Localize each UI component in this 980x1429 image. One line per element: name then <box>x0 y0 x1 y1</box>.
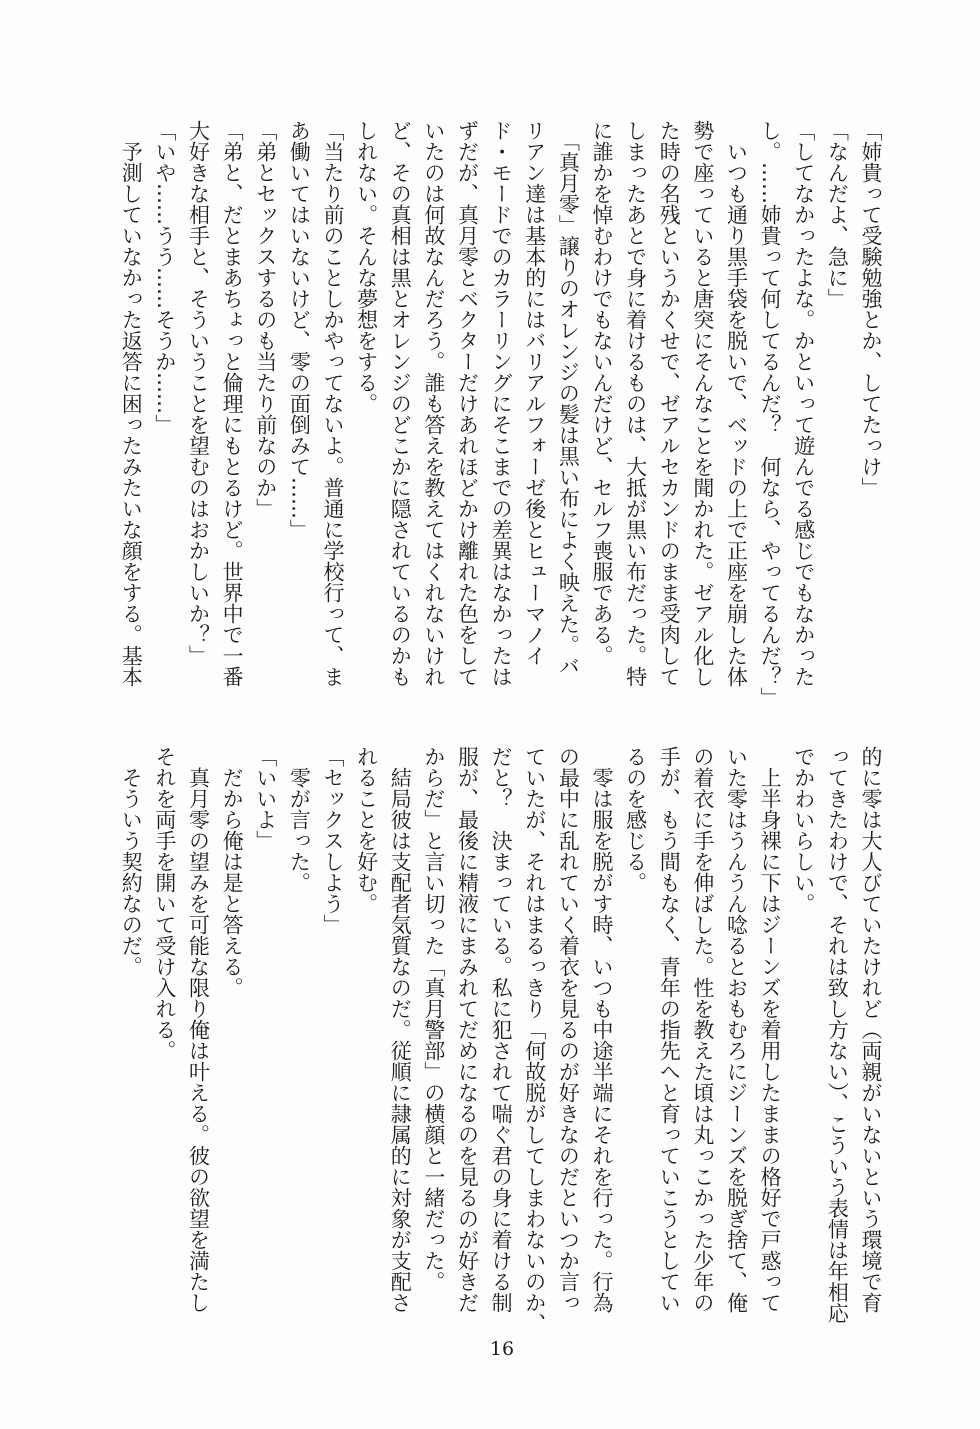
text-line: 零が言った。 <box>287 746 312 893</box>
text-line: いつも通り黒手袋を脱いで、ベッドの上で正座を崩した体 <box>724 120 749 687</box>
text-line: の最中に乱れていく着衣を見るのが好きなのだといつか言っ <box>556 746 581 1313</box>
text-line: れることを好む。 <box>354 746 379 914</box>
text-line: ど、その真相は黒とオレンジのどこかに隠されているのかも <box>388 120 413 687</box>
text-line: ってきたわけで、それは致し方ない）、こういう表情は年相応 <box>825 746 850 1324</box>
text-line: いた零はうんうん唸るとおもむろにジーンズを脱ぎ捨て、俺 <box>724 746 749 1313</box>
text-line: 手が、もう間もなく、青年の指先へと育っていこうとしてい <box>657 746 682 1313</box>
text-line: 的に零は大人びていたけれど（両親がいないという環境で育 <box>859 746 883 1313</box>
text-line: それを両手を開いて受け入れる。 <box>152 746 177 1061</box>
text-line: ずだが、真月零とベクターだけあれほどかけ離れた色をして <box>455 120 480 687</box>
text-line: ていたが、それはまるっきり「何故脱がしてしまわないのか、 <box>522 746 547 1334</box>
text-line: るのを感じる。 <box>623 746 648 893</box>
upper-text-block <box>113 120 887 708</box>
text-line: しれない。そんな夢想をする。 <box>354 120 379 414</box>
text-line: でかわいらしい。 <box>791 746 816 914</box>
text-line: リアン達は基本的にはバリアルフォーゼ後とヒューマノイ <box>522 120 547 666</box>
text-line: そういう契約なのだ。 <box>119 746 144 977</box>
text-line: ド・モードでのカラーリングにそこまでの差異はなかったは <box>489 120 514 687</box>
text-line: 零は服を脱がす時、いつも中途半端にそれを行った。行為 <box>590 746 614 1313</box>
text-line: 予測していなかった返答に困ったみたいな顔をする。基本 <box>119 120 144 687</box>
text-line: 「当たり前のことしかやってないよ。普通に学校行って、ま <box>321 120 345 687</box>
lower-text-block <box>113 746 887 1334</box>
text-line: 「真月零」譲りのオレンジの髪は黒い布によく映えた。バ <box>556 120 581 677</box>
page-number: 16 <box>489 1338 515 1360</box>
text-line: し。……姉貴って何してるんだ？ 何なら、やってるんだ？」 <box>758 120 783 708</box>
text-line: 「いや……うう……そうか……」 <box>152 120 177 435</box>
text-line: だから俺は是と答える。 <box>220 746 245 998</box>
text-line: 真月零の望みを可能な限り俺は叶える。彼の欲望を満たし <box>186 746 211 1313</box>
text-line: た時の名残というかくせで、ゼアルセカンドのまま受肉して <box>657 120 682 687</box>
text-line: だと？ 決まっている。私に犯されて喘ぐ君の身に着ける制 <box>489 746 514 1313</box>
text-line: あ働いてはいないけど、零の面倒みて……」 <box>287 120 312 540</box>
text-line: 「セックスしよう」 <box>321 746 345 935</box>
text-line: 勢で座っていると唐突にそんなことを聞かれた。ゼアル化し <box>690 120 715 687</box>
text-line: 「してなかったよな。かといって遊んでる感じでもなかった <box>791 120 816 687</box>
text-line: いたのは何故なんだろう。誰も答えを教えてはくれないけれ <box>421 120 446 687</box>
text-line: 服が、最後に精液にまみれてだめになるのを見るのが好きだ <box>455 746 480 1313</box>
text-line: の着衣に手を伸ばした。性を教えた頃は丸っこかった少年の <box>690 746 715 1313</box>
text-line: 大好きな相手と、そういうことを望むのはおかしいか？」 <box>186 120 211 666</box>
text-line: 「姉貴って受験勉強とか、してたっけ」 <box>859 120 883 498</box>
text-line: 結局彼は支配者気質なのだ。従順に隷属的に対象が支配さ <box>388 746 413 1313</box>
text-line: に誰かを悼むわけでもないんだけど、セルフ喪服である。 <box>590 120 614 666</box>
text-line: 「なんだよ、急に」 <box>825 120 850 309</box>
text-line: 「いいよ」 <box>253 746 278 851</box>
text-line: 「弟とセックスするのも当たり前なのか」 <box>253 120 278 519</box>
text-line: 上半身裸に下はジーンズを着用したままの格好で戸惑って <box>758 746 783 1313</box>
text-line: 「弟と、だとまあちょっと倫理にもとるけど。世界中で一番 <box>220 120 245 687</box>
text-line: からだ」と言い切った「真月警部」の横顔と一緒だった。 <box>421 746 446 1292</box>
text-line: しまったあとで身に着けるものは、大抵が黒い布だった。特 <box>623 120 648 687</box>
